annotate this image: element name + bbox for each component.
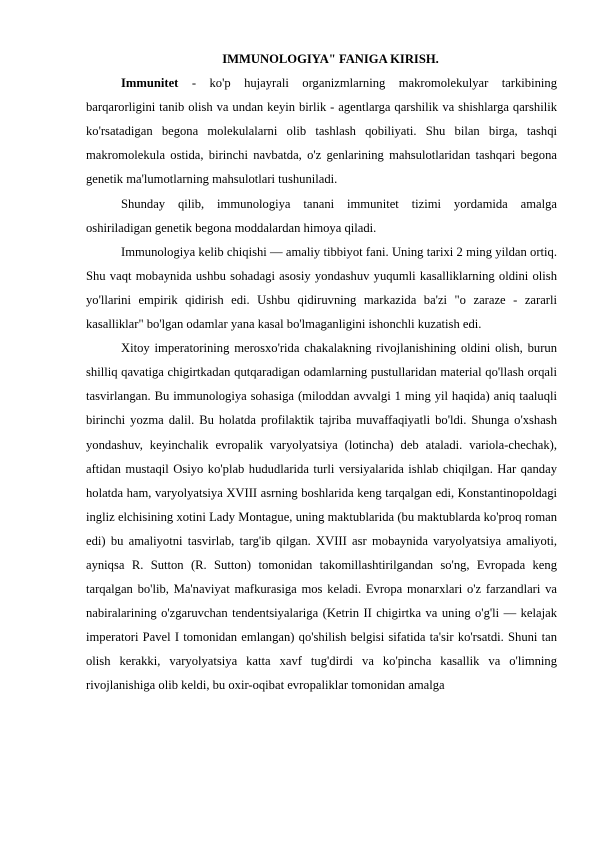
document-title: IMMUNOLOGIYA" FANIGA KIRISH. [222, 52, 439, 66]
paragraph-immunitet-definition [86, 71, 557, 191]
paragraph-variolation-history: Xitoy imperatorining merosxo'rida chakalakning rivojlanishining oldini olish, burun shilliq qavatiga chigirtkadan qutqaradigan odamlarning pustullaridan material qo'llash orqali tasvirlangan. Bu immunologiya sohasiga (miloddan avvalgi 1 ming yil haqida) aniq taaluqli birinchi yozma dalil. Bu holatda profilaktik tajriba muvaffaqiyatli bo'ldi. Shunga o'xshash yondashuv, keyinchalik evropalik varyolyatsiya (lotincha) deb ataladi. variola-chechak), aftidan mustaqil Osiyo ko'plab hududlarida turli versiyalarida ishlab chiqilgan. Har qanday holatda ham, varyolyatsiya XVIII asrning boshlarida keng tarqalgan edi, Konstantinopoldagi ingliz elchisining xotini Lady Montague, uning maktublarida (bu maktublarda ko'proq roman edi) bu amaliyotni tasvirlab, targ'ib qilgan. XVIII asr mobaynida varyolyatsiya amaliyoti, ayniqsa R. Sutton (R. Sutton) tomonidan takomillashtirilgandan so'ng, Evropada keng tarqalgan bo'lib, Ma'naviyat mafkurasiga mos keladi. Evropa monarxlari o'z farzandlari va nabiralarining o'zgaruvchan tendentsiyalariga (Ketrin II chigirtka va uning o'g'li — kelajak imperatori Pavel I tomonidan emlangan) qo'shilish belgisi sifatida ta'sir ko'rsatdi. Shuni tan olish kerakki, varyolyatsiya katta xavf tug'dirdi va ko'pincha kasallik va o'limning rivojlanishiga olib keldi, bu oxir-oqibat evropaliklar tomonidan amalga [86, 341, 557, 693]
paragraph-immunology-origin: Immunologiya kelib chiqishi — amaliy tibbiyot fani. Uning tarixi 2 ming yildan ortiq. Shu vaqt mobaynida ushbu sohadagi asosiy yondashuv yuqumli kasalliklarning oldini olish yo'llarini empirik qidirish edi. Ushbu qidiruvning markazida ba'zi "o zaraze - zararli kasalliklar" bo'lgan odamlar yana kasal bo'lmaganligini ishonchli kuzatish edi. [86, 244, 557, 332]
term-immunitet: Immunitet [121, 76, 179, 91]
paragraph-text: - ko'p hujayrali organizmlarning makromolekulyar tarkibining barqarorligini tanib olish va undan keyin birlik - agentlarga qarshilik va shishlarga qarshilik ko'rsatadigan begona molekulalarni olib tashlash qobiliyati. Shu bilan birga, tashqi makromolekula ostida, birinchi navbatda, o'z genlarining mahsulotlaridan tashqari begona genetik ma'lumotlarning mahsulotlari tushuniladi. [86, 76, 557, 187]
document-page [86, 47, 557, 698]
paragraph-immunology-protection: Shunday qilib, immunologiya tanani immunitet tizimi yordamida amalga oshiriladigan genetik begona moddalardan himoya qiladi. [86, 196, 557, 235]
